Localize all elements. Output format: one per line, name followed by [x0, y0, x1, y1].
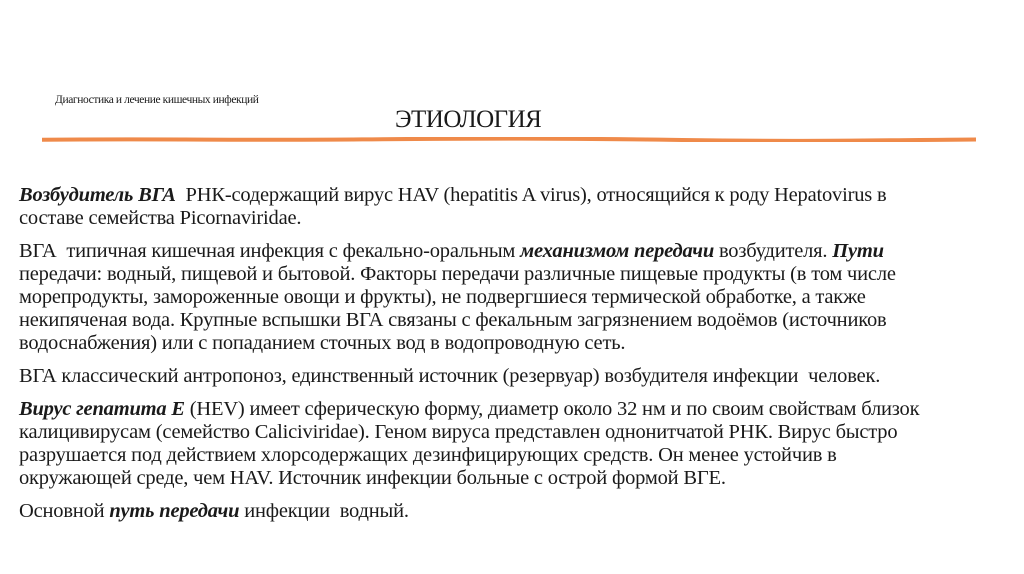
text-line	[19, 332, 919, 355]
text-segment: передачи: водный, пищевой и бытовой. Факторы передачи различные пищевые продукты (в том числе	[19, 263, 896, 285]
emphasized-term: механизмом передачи	[520, 240, 715, 262]
text-segment: ВГА типичная кишечная инфекция с фекально-оральным	[19, 240, 521, 262]
text-line	[19, 365, 919, 388]
text-segment: морепродукты, замороженные овощи и фрукты), не подвергшиеся термической обработке, а также	[19, 286, 866, 308]
text-segment: РНК-содержащий вирус HAV (hepatitis A virus), относящийся к роду Hepatovirus в	[175, 184, 887, 206]
text-segment: некипяченая вода. Крупные вспышки ВГА связаны с фекальным загрязнением водоёмов (источников	[19, 309, 887, 331]
paragraph	[19, 365, 919, 388]
text-line	[19, 263, 919, 286]
text-segment: (HEV) имеет сферическую форму, диаметр около 32 нм и по своим свойствам близок	[184, 398, 920, 420]
orange-divider	[42, 137, 976, 142]
text-segment: калицивирусам (семейство Caliciviridae). Геном вируса представлен однонитчатой РНК. Вирус быстро	[19, 421, 898, 443]
text-segment: окружающей среде, чем HAV. Источник инфекции больные с острой формой ВГЕ.	[19, 467, 726, 489]
text-segment: инфекции водный.	[239, 500, 409, 522]
text-line	[19, 500, 919, 523]
paragraph	[19, 240, 919, 355]
emphasized-term: путь передачи	[109, 500, 240, 522]
emphasized-term: Возбудитель ВГА	[19, 184, 176, 206]
text-line	[19, 467, 919, 490]
text-line	[19, 421, 919, 444]
text-line	[19, 398, 919, 421]
text-line	[19, 207, 919, 230]
text-line	[19, 444, 919, 467]
paragraph	[19, 500, 919, 523]
text-segment: составе семейства Picornaviridae.	[19, 207, 302, 229]
emphasized-term: Пути	[832, 240, 884, 262]
text-segment: возбудителя.	[714, 240, 833, 262]
slide-body	[19, 184, 919, 533]
paragraph	[19, 184, 919, 230]
paragraph	[19, 398, 919, 490]
emphasized-term: Вирус гепатита Е	[19, 398, 185, 420]
text-segment: водоснабжения) или с попаданием сточных вод в водопроводную сеть.	[19, 332, 626, 354]
text-segment: разрушается под действием хлорсодержащих дезинфицирующих средств. Он менее устойчив в	[19, 444, 837, 466]
text-line	[19, 240, 919, 263]
text-line	[19, 309, 919, 332]
text-segment: Основной	[19, 500, 110, 522]
slide-title: ЭТИОЛОГИЯ	[395, 106, 542, 133]
text-segment: ВГА классический антропоноз, единственный источник (резервуар) возбудителя инфекции человек.	[19, 365, 881, 387]
text-line	[19, 184, 919, 207]
text-line	[19, 286, 919, 309]
slide-subtitle: Диагностика и лечение кишечных инфекций	[55, 94, 259, 106]
